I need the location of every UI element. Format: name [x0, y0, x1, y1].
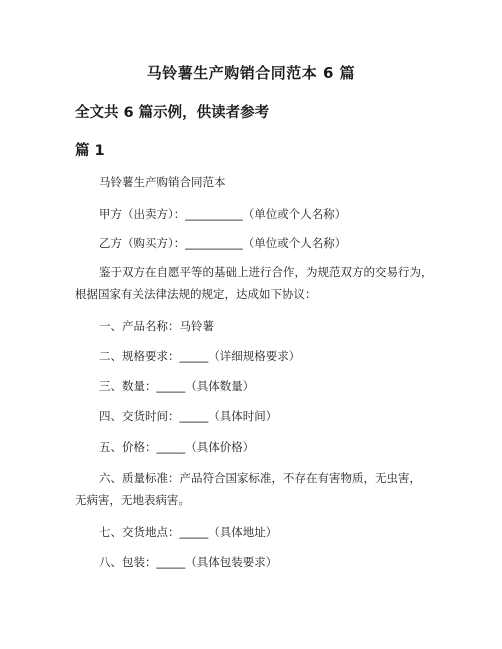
clause-4: 四、交货时间：_____（具体时间） [99, 409, 278, 423]
clause-3: 三、数量：_____（具体数量） [99, 379, 255, 393]
preamble-line-1: 鉴于双方在自愿平等的基础上进行合作，为规范双方的交易行为， [99, 265, 433, 279]
document-subtitle: 全文共 6 篇示例，供读者参考 [75, 105, 270, 121]
clause-6 [75, 467, 450, 511]
document-title: 马铃薯生产购销合同范本 6 篇 [146, 64, 356, 82]
clause-6-line-2: 无病害，无地表病害。 [75, 493, 190, 507]
contract-title: 马铃薯生产购销合同范本 [99, 175, 226, 189]
party-a-line: 甲方（出卖方）：__________（单位或个人名称） [99, 207, 347, 221]
party-b-line: 乙方（购买方）：__________（单位或个人名称） [99, 236, 347, 250]
clause-6-line-1: 六、质量标准：产品符合国家标准，不存在有害物质，无虫害， [99, 471, 421, 485]
clause-7: 七、交货地点：_____（具体地址） [99, 525, 278, 539]
preamble-paragraph [75, 261, 450, 305]
section-heading: 篇 1 [75, 143, 105, 159]
clause-1: 一、产品名称：马铃薯 [99, 319, 214, 333]
preamble-line-2: 根据国家有关法律法规的规定，达成如下协议： [75, 287, 317, 301]
clause-2: 二、规格要求：_____（详细规格要求） [99, 349, 301, 363]
clause-5: 五、价格：_____（具体价格） [99, 440, 255, 454]
clause-8: 八、包装：_____（具体包装要求） [99, 555, 278, 569]
